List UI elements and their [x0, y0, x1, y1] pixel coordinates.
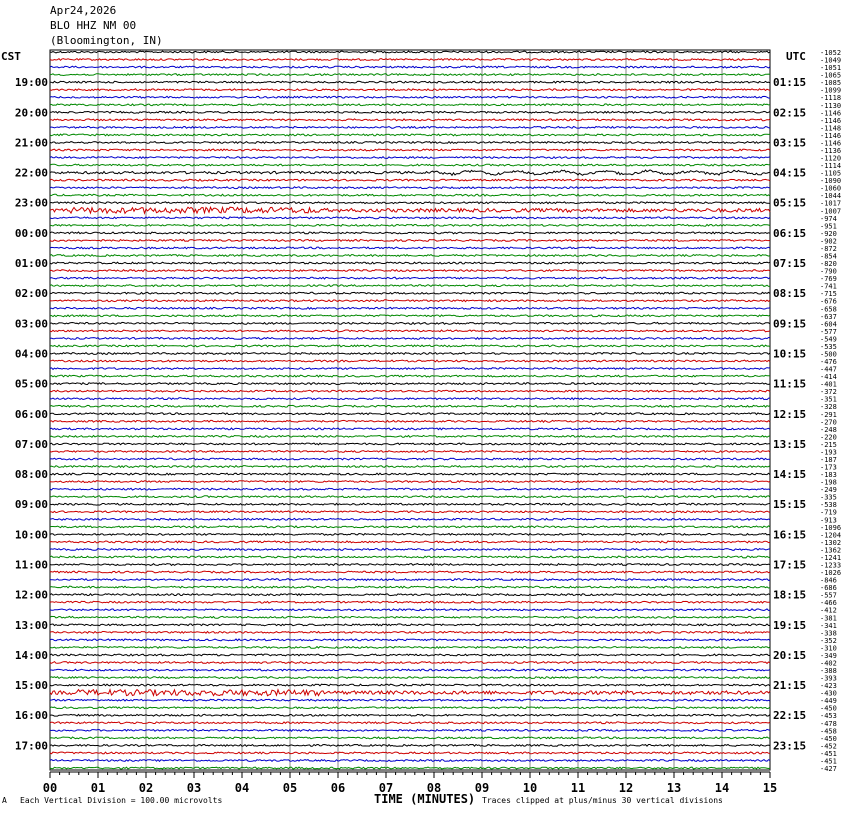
left-hour-label: 11:00	[14, 558, 48, 572]
location-label: (Bloomington, IN)	[50, 34, 163, 47]
trace-24	[50, 224, 770, 226]
clip-note: Traces clipped at plus/minus 30 vertical divisions	[482, 796, 723, 805]
trace-90	[50, 722, 770, 724]
x-tick-label: 06	[330, 781, 346, 795]
trace-offset-label: -741	[820, 282, 837, 291]
left-timezone-label: CST	[1, 50, 21, 63]
trace-offset-label: -198	[820, 478, 837, 487]
trace-18	[50, 179, 770, 181]
right-hour-label: 19:15	[773, 618, 807, 632]
trace-offset-label: -388	[820, 667, 837, 675]
trace-62	[50, 511, 770, 513]
left-hour-label: 00:00	[14, 226, 48, 240]
trace-offset-label: -1148	[820, 124, 842, 133]
right-hour-label: 16:15	[773, 528, 807, 542]
trace-89	[50, 714, 770, 716]
trace-offset-label: -249	[820, 486, 837, 495]
trace-29	[50, 262, 770, 264]
trace-61	[50, 503, 770, 505]
trace-38	[50, 330, 770, 332]
trace-offset-label: -1118	[820, 94, 842, 103]
trace-offset-label: -450	[820, 704, 837, 713]
right-hour-label: 08:15	[773, 287, 807, 301]
x-tick-label: 00	[42, 781, 58, 795]
x-tick-label: 04	[234, 781, 250, 795]
trace-73	[50, 594, 770, 596]
trace-60	[50, 496, 770, 498]
trace-offset-label: -412	[820, 606, 837, 615]
trace-82	[50, 662, 770, 664]
date-label: Apr24,2026	[50, 4, 117, 17]
right-hour-label: 13:15	[773, 437, 807, 451]
trace-47	[50, 398, 770, 400]
trace-offset-label: -974	[820, 214, 837, 223]
trace-1	[50, 51, 770, 53]
x-axis-title: TIME (MINUTES)	[374, 792, 476, 806]
trace-offset-label: -1146	[820, 109, 842, 118]
trace-offset-label: -846	[820, 576, 837, 585]
trace-69	[50, 564, 770, 566]
right-hour-label: 18:15	[773, 588, 807, 602]
trace-58	[50, 481, 770, 483]
trace-offset-label: -183	[820, 471, 837, 480]
trace-offset-label: -854	[820, 252, 837, 261]
trace-offset-label: -1241	[820, 554, 842, 562]
x-tick-label: 11	[570, 781, 586, 795]
trace-offset-label: -1302	[820, 538, 842, 547]
trace-92	[50, 737, 770, 739]
trace-offset-label: -291	[820, 410, 837, 419]
trace-81	[50, 654, 770, 656]
left-hour-label: 09:00	[14, 498, 48, 512]
trace-65	[50, 534, 770, 536]
trace-56	[50, 466, 770, 468]
trace-83	[50, 669, 770, 671]
right-hour-label: 14:15	[773, 468, 807, 482]
trace-offset-label: -604	[820, 320, 837, 329]
trace-4	[50, 74, 770, 76]
left-hour-label: 16:00	[14, 709, 48, 723]
trace-21	[50, 202, 770, 204]
trace-offset-label: -1017	[820, 199, 842, 208]
trace-offset-label: -1105	[820, 169, 842, 178]
trace-offset-label: -500	[820, 350, 837, 359]
trace-34	[50, 300, 770, 302]
right-hour-label: 02:15	[773, 106, 807, 120]
right-hour-label: 01:15	[773, 76, 807, 90]
trace-6	[50, 89, 770, 91]
left-hour-label: 19:00	[14, 76, 48, 90]
trace-66	[50, 541, 770, 543]
right-hour-label: 06:15	[773, 226, 807, 240]
x-tick-label: 09	[474, 781, 490, 795]
right-hour-label: 09:15	[773, 317, 807, 331]
trace-offset-label: -1362	[820, 546, 842, 555]
trace-offset-label: -1146	[820, 139, 842, 148]
trace-72	[50, 586, 770, 588]
trace-offset-label: -193	[820, 448, 837, 457]
trace-50	[50, 420, 770, 422]
trace-offset-label: -686	[820, 584, 837, 593]
trace-offset-label: -951	[820, 222, 837, 231]
trace-offset-label: -920	[820, 229, 837, 238]
trace-7	[50, 96, 770, 98]
trace-86	[50, 690, 770, 696]
trace-49	[50, 413, 770, 415]
left-hour-label: 01:00	[14, 257, 48, 270]
trace-offset-label: -1130	[820, 101, 842, 110]
right-hour-label: 20:15	[773, 648, 807, 662]
trace-3	[50, 66, 770, 68]
trace-offset-label: -1146	[820, 116, 842, 125]
trace-40	[50, 345, 770, 347]
trace-offset-label: -1060	[820, 184, 842, 193]
trace-offset-label: -450	[820, 734, 837, 743]
trace-13	[50, 142, 770, 144]
trace-32	[50, 285, 770, 287]
trace-59	[50, 488, 770, 490]
right-hour-label: 10:15	[773, 347, 807, 361]
trace-91	[50, 729, 770, 731]
trace-offset-label: -402	[820, 659, 837, 668]
trace-70	[50, 571, 770, 573]
trace-76	[50, 616, 770, 618]
trace-36	[50, 315, 770, 317]
trace-28	[50, 255, 770, 257]
trace-95	[50, 760, 770, 762]
trace-offset-label: -341	[820, 621, 837, 630]
right-hour-label: 12:15	[773, 407, 807, 421]
left-hour-label: 17:00	[14, 739, 48, 753]
left-hour-label: 03:00	[14, 317, 48, 331]
right-hour-label: 04:15	[773, 166, 807, 180]
right-hour-label: 11:15	[773, 377, 807, 391]
left-hour-label: 12:00	[14, 588, 48, 602]
trace-53	[50, 443, 770, 445]
trace-offset-label: -187	[820, 456, 837, 464]
trace-offset-label: -310	[820, 644, 837, 653]
trace-8	[50, 104, 770, 106]
trace-offset-label: -658	[820, 305, 837, 314]
trace-offset-label: -1052	[820, 49, 842, 57]
trace-77	[50, 624, 770, 626]
trace-44	[50, 375, 770, 377]
trace-94	[50, 752, 770, 754]
trace-offset-label: -1085	[820, 79, 842, 88]
trace-84	[50, 677, 770, 679]
trace-35	[50, 307, 770, 309]
trace-offset-label: -335	[820, 493, 837, 502]
trace-offset-label: -1204	[820, 531, 842, 540]
station-label: BLO HHZ NM 00	[50, 19, 137, 32]
trace-31	[50, 277, 770, 279]
trace-63	[50, 518, 770, 520]
trace-offset-label: -328	[820, 403, 837, 412]
trace-41	[50, 353, 770, 355]
trace-offset-label: -1026	[820, 569, 842, 577]
trace-offset-label: -393	[820, 674, 837, 683]
trace-offset-label: -452	[820, 742, 837, 751]
trace-offset-label: -423	[820, 682, 837, 691]
trace-offset-label: -401	[820, 380, 837, 389]
trace-26	[50, 240, 770, 242]
left-hour-label: 21:00	[14, 136, 48, 150]
x-tick-label: 05	[282, 781, 298, 795]
right-hour-label: 15:15	[773, 498, 807, 512]
left-hour-label: 08:00	[14, 468, 48, 482]
trace-75	[50, 609, 770, 611]
trace-offset-label: -637	[820, 312, 837, 321]
trace-offset-label: -451	[820, 749, 837, 758]
trace-93	[50, 745, 770, 747]
trace-offset-label: -1096	[820, 523, 842, 532]
trace-offset-label: -458	[820, 727, 837, 736]
trace-offset-label: -1051	[820, 64, 842, 73]
left-hour-label: 23:00	[14, 196, 48, 210]
trace-offset-label: -352	[820, 636, 837, 645]
left-hour-label: 13:00	[14, 618, 48, 632]
trace-78	[50, 631, 770, 633]
trace-27	[50, 247, 770, 249]
trace-offset-label: -1114	[820, 162, 842, 171]
scale-note: Each Vertical Division = 100.00 microvolts	[20, 796, 223, 805]
trace-offset-label: -478	[820, 719, 837, 728]
trace-17	[50, 170, 770, 176]
trace-19	[50, 187, 770, 189]
right-hour-label: 17:15	[773, 558, 807, 572]
trace-14	[50, 149, 770, 151]
right-hour-label: 05:15	[773, 196, 807, 210]
x-tick-label: 08	[426, 781, 442, 795]
trace-offset-label: -549	[820, 335, 837, 344]
trace-43	[50, 368, 770, 370]
trace-offset-label: -1090	[820, 177, 842, 186]
left-hour-label: 04:00	[14, 347, 48, 361]
right-hour-label: 03:15	[773, 136, 807, 150]
x-tick-label: 02	[138, 781, 154, 795]
trace-offset-label: -769	[820, 275, 837, 284]
trace-54	[50, 451, 770, 453]
trace-64	[50, 526, 770, 528]
left-hour-label: 05:00	[14, 377, 48, 391]
right-hour-label: 23:15	[773, 739, 807, 753]
trace-offset-label: -872	[820, 245, 837, 253]
trace-offset-label: -557	[820, 591, 837, 600]
left-hour-label: 10:00	[14, 528, 48, 542]
trace-offset-label: -577	[820, 327, 837, 336]
x-tick-label: 07	[378, 781, 394, 795]
trace-offset-label: -351	[820, 395, 837, 404]
trace-39	[50, 338, 770, 340]
trace-45	[50, 383, 770, 385]
trace-offset-label: -1049	[820, 56, 842, 65]
trace-offset-label: -538	[820, 501, 837, 510]
left-hour-label: 07:00	[14, 437, 48, 451]
trace-51	[50, 428, 770, 430]
trace-15	[50, 157, 770, 159]
trace-68	[50, 556, 770, 558]
x-tick-label: 03	[186, 781, 202, 795]
x-tick-label: 15	[762, 781, 778, 795]
trace-offset-label: -215	[820, 440, 837, 449]
trace-30	[50, 270, 770, 272]
trace-offset-label: -476	[820, 358, 837, 366]
trace-87	[50, 699, 770, 701]
trace-22	[50, 207, 770, 213]
x-tick-label: 12	[618, 781, 634, 795]
trace-10	[50, 119, 770, 121]
trace-96	[50, 767, 770, 769]
trace-offset-label: -1007	[820, 207, 842, 216]
trace-80	[50, 647, 770, 649]
trace-offset-label: -1120	[820, 154, 842, 163]
trace-offset-label: -248	[820, 425, 837, 434]
corner-mark: A	[2, 796, 7, 805]
trace-offset-label: -220	[820, 433, 837, 442]
trace-offset-label: -1099	[820, 86, 842, 95]
trace-46	[50, 390, 770, 392]
trace-offset-label: -535	[820, 342, 837, 351]
trace-2	[50, 59, 770, 61]
trace-offset-label: -820	[820, 260, 837, 268]
trace-offset-label: -902	[820, 237, 837, 246]
trace-offset-label: -1136	[820, 147, 842, 155]
trace-offset-label: -1065	[820, 71, 842, 80]
trace-offset-label: -414	[820, 373, 837, 382]
trace-12	[50, 134, 770, 136]
trace-offset-label: -427	[820, 765, 837, 773]
trace-85	[50, 684, 770, 686]
x-tick-label: 01	[90, 781, 106, 795]
trace-offset-label: -349	[820, 651, 837, 660]
trace-5	[50, 81, 770, 83]
trace-55	[50, 458, 770, 460]
right-hour-label: 07:15	[773, 257, 807, 270]
trace-71	[50, 579, 770, 581]
trace-offset-label: -372	[820, 388, 837, 397]
trace-16	[50, 164, 770, 166]
trace-offset-label: -451	[820, 757, 837, 766]
trace-25	[50, 232, 770, 234]
right-timezone-label: UTC	[786, 50, 806, 63]
trace-offset-label: -676	[820, 297, 837, 306]
trace-offset-label: -430	[820, 689, 837, 698]
trace-33	[50, 292, 770, 294]
trace-23	[50, 217, 770, 219]
trace-offset-label: -447	[820, 365, 837, 374]
trace-offset-label: -1233	[820, 561, 842, 570]
trace-48	[50, 405, 770, 407]
trace-11	[50, 127, 770, 129]
trace-42	[50, 360, 770, 362]
trace-88	[50, 707, 770, 709]
trace-offset-label: -790	[820, 267, 837, 276]
left-hour-label: 20:00	[14, 106, 48, 120]
x-tick-label: 13	[666, 781, 682, 795]
trace-offset-label: -913	[820, 516, 837, 525]
trace-9	[50, 111, 770, 113]
trace-20	[50, 194, 770, 196]
left-hour-label: 22:00	[14, 166, 48, 180]
left-hour-label: 14:00	[14, 648, 48, 662]
trace-offset-label: -719	[820, 508, 837, 517]
right-hour-label: 22:15	[773, 709, 807, 723]
trace-57	[50, 473, 770, 475]
right-hour-label: 21:15	[773, 679, 807, 693]
x-tick-label: 14	[714, 781, 730, 795]
left-hour-label: 02:00	[14, 287, 48, 301]
trace-67	[50, 549, 770, 551]
trace-offset-label: -338	[820, 629, 837, 638]
left-hour-label: 15:00	[14, 679, 48, 693]
left-hour-label: 06:00	[14, 407, 48, 421]
trace-offset-label: -381	[820, 614, 837, 623]
trace-79	[50, 639, 770, 641]
x-tick-label: 10	[522, 781, 538, 795]
trace-52	[50, 436, 770, 438]
trace-offset-label: -1146	[820, 131, 842, 140]
trace-offset-label: -715	[820, 290, 837, 299]
trace-offset-label: -449	[820, 697, 837, 706]
trace-74	[50, 601, 770, 603]
trace-37	[50, 322, 770, 324]
trace-offset-label: -173	[820, 463, 837, 472]
trace-offset-label: -466	[820, 599, 837, 608]
trace-offset-label: -453	[820, 712, 837, 721]
trace-offset-label: -1044	[820, 192, 842, 201]
trace-offset-label: -270	[820, 418, 837, 427]
